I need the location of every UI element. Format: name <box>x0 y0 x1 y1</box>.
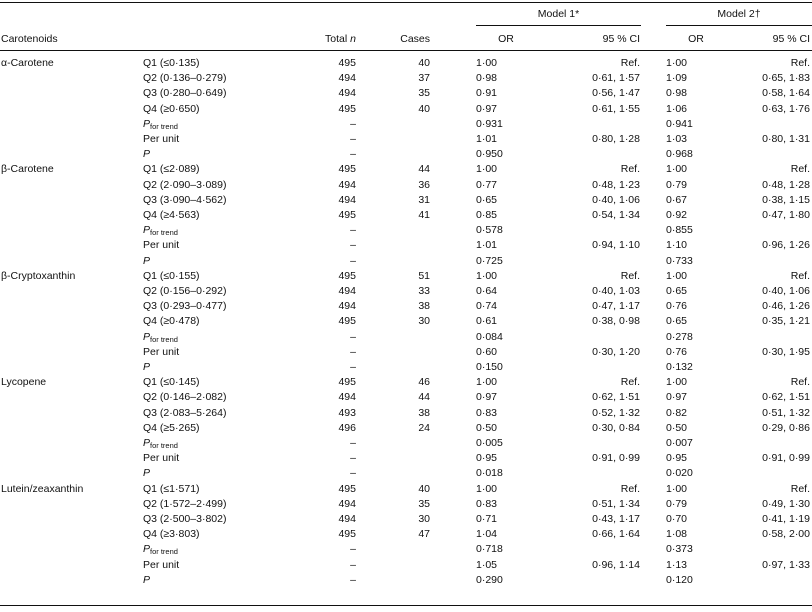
cases-header: Cases <box>400 33 430 45</box>
row-label-text: Q3 (2·083–5·264) <box>143 406 227 419</box>
row-label <box>143 422 200 435</box>
total-cell: 495 <box>338 315 356 328</box>
row-label-text: Q2 (0·136–0·279) <box>143 72 227 85</box>
or1-cell: 0·578 <box>476 224 503 237</box>
row-label <box>143 331 178 344</box>
row-label <box>143 559 179 572</box>
ci1-cell: 0·38, 0·98 <box>592 315 640 328</box>
cases-cell: 33 <box>418 285 430 297</box>
ci1-header: 95 % CI <box>602 33 640 45</box>
or2-cell: 0·007 <box>666 437 693 449</box>
group-name: β-Cryptoxanthin <box>1 269 76 282</box>
row-label-subscript: for trend <box>150 228 178 238</box>
table-top-rule <box>0 2 812 3</box>
ci1-cell: 0·56, 1·47 <box>592 87 640 100</box>
or1-cell: 1·00 <box>476 163 498 176</box>
row-label <box>143 361 150 374</box>
row-label-text: Q4 (≥3·803) <box>143 528 200 541</box>
row-label <box>143 452 179 465</box>
cases-cell: 35 <box>418 87 430 100</box>
row-label-text: P <box>143 361 151 373</box>
cases-cell: 30 <box>418 513 430 525</box>
ci2-cell: Ref. <box>790 482 810 495</box>
ci1-cell: 0·54, 1·34 <box>592 209 640 221</box>
row-label-text: P <box>143 117 151 130</box>
or2-cell: 0·95 <box>666 452 688 465</box>
or1-cell: 0·950 <box>476 148 503 161</box>
or1-cell: 0·74 <box>476 300 498 313</box>
total-cell: – <box>350 133 356 145</box>
or1-cell: 1·00 <box>476 482 498 495</box>
cases-cell: 40 <box>418 102 430 115</box>
or2-cell: 1·00 <box>666 376 688 389</box>
or2-header: OR <box>688 33 704 45</box>
or1-cell: 0·91 <box>476 87 498 100</box>
row-label-text: Q1 (≤1·571) <box>143 482 200 495</box>
total-header <box>290 33 356 46</box>
row-label <box>143 148 150 161</box>
total-cell: – <box>350 224 356 237</box>
row-label-subscript: for trend <box>150 334 178 344</box>
total-cell: 495 <box>338 209 356 221</box>
ci1-cell: 0·30, 0·84 <box>592 421 640 434</box>
row-label-text: P <box>143 543 151 556</box>
ci2-cell: 0·65, 1·83 <box>762 72 810 85</box>
total-cell: – <box>350 117 356 130</box>
row-label-text: Q3 (0·293–0·477) <box>143 300 227 313</box>
or1-cell: 0·97 <box>476 102 498 115</box>
row-label-text: Per unit <box>143 452 180 465</box>
row-label-text: Q2 (0·156–0·292) <box>143 285 227 297</box>
cases-cell: 35 <box>418 497 430 510</box>
total-cell: – <box>350 437 356 449</box>
total-cell: 495 <box>338 57 356 69</box>
total-cell: – <box>350 148 356 161</box>
ci2-cell: 0·35, 1·21 <box>762 315 810 328</box>
ci2-cell: Ref. <box>790 57 810 69</box>
ci2-cell: 0·62, 1·51 <box>762 391 810 404</box>
row-label-text: Q3 (2·500–3·802) <box>143 513 227 525</box>
total-cell: – <box>350 467 356 480</box>
ci2-cell: Ref. <box>790 269 810 282</box>
ci1-cell: 0·66, 1·64 <box>592 528 640 541</box>
row-label-text: Q1 (≤0·135) <box>143 57 200 69</box>
total-cell: 495 <box>338 163 356 176</box>
header-rule <box>0 50 812 51</box>
ci1-cell: Ref. <box>620 269 640 282</box>
cases-cell: 44 <box>418 163 430 176</box>
total-cell: 494 <box>338 285 356 297</box>
cases-cell: 47 <box>418 528 430 541</box>
ci1-cell: 0·47, 1·17 <box>592 300 640 313</box>
total-cell: 494 <box>338 497 356 510</box>
ci2-cell: Ref. <box>790 163 810 176</box>
row-label-text: Q4 (≥0·650) <box>143 102 200 115</box>
ci1-cell: 0·61, 1·57 <box>592 72 640 85</box>
row-label <box>143 300 226 313</box>
cases-cell: 40 <box>418 57 430 69</box>
or1-cell: 0·64 <box>476 285 498 297</box>
row-label-text: P <box>143 148 151 161</box>
row-label <box>143 72 226 85</box>
ci1-cell: Ref. <box>620 376 640 389</box>
total-label: Total <box>325 33 348 45</box>
or2-cell: 1·10 <box>666 239 688 252</box>
ci1-cell: 0·61, 1·55 <box>592 102 640 115</box>
row-label-text: Q1 (≤2·089) <box>143 163 200 176</box>
row-label <box>143 391 226 404</box>
ci2-cell: 0·46, 1·26 <box>762 300 810 313</box>
row-label-text: Q4 (≥0·478) <box>143 315 200 328</box>
or1-cell: 0·95 <box>476 452 498 465</box>
cases-cell: 38 <box>418 300 430 313</box>
or2-cell: 0·941 <box>666 117 693 130</box>
model1-rule <box>476 25 641 26</box>
total-cell: 494 <box>338 87 356 100</box>
ci1-cell: 0·43, 1·17 <box>592 513 640 525</box>
total-cell: 494 <box>338 300 356 313</box>
or1-cell: 0·005 <box>476 437 503 449</box>
ci1-cell: 0·48, 1·23 <box>592 178 640 191</box>
row-label-text: Q1 (≤0·145) <box>143 376 200 389</box>
ci2-cell: 0·96, 1·26 <box>762 239 810 252</box>
ci1-cell: 0·40, 1·03 <box>592 285 640 297</box>
ci1-cell: Ref. <box>620 163 640 176</box>
or1-cell: 1·00 <box>476 269 498 282</box>
or2-cell: 0·50 <box>666 421 688 434</box>
or2-cell: 1·09 <box>666 72 688 85</box>
row-label-text: Per unit <box>143 133 180 145</box>
or2-cell: 0·92 <box>666 209 688 221</box>
ci2-cell: 0·49, 1·30 <box>762 497 810 510</box>
or2-cell: 0·120 <box>666 573 693 586</box>
or1-cell: 0·084 <box>476 330 503 343</box>
ci1-cell: 0·80, 1·28 <box>592 133 640 145</box>
total-cell: 494 <box>338 513 356 525</box>
or2-cell: 0·733 <box>666 254 693 267</box>
ci2-cell: 0·91, 0·99 <box>762 452 810 465</box>
or2-cell: 0·373 <box>666 543 693 556</box>
ci2-cell: 0·51, 1·32 <box>762 406 810 419</box>
row-label-text: Q4 (≥5·265) <box>143 421 200 434</box>
or1-cell: 0·77 <box>476 178 498 191</box>
or1-cell: 0·83 <box>476 406 498 419</box>
total-cell: 494 <box>338 72 356 85</box>
total-cell: 494 <box>338 193 356 206</box>
row-label <box>143 133 179 146</box>
group-name: Lutein/zeaxanthin <box>1 482 84 495</box>
ci1-cell: Ref. <box>620 482 640 495</box>
total-cell: – <box>350 452 356 465</box>
cases-cell: 30 <box>418 315 430 328</box>
total-cell: – <box>350 239 356 252</box>
ci2-header: 95 % CI <box>772 33 810 45</box>
total-cell: – <box>350 345 356 358</box>
group-name: α-Carotene <box>1 57 54 69</box>
row-label <box>143 346 179 359</box>
or2-cell: 1·13 <box>666 558 688 571</box>
model2-header: Model 2† <box>717 8 761 20</box>
table-bottom-rule <box>0 605 812 606</box>
cases-cell: 40 <box>418 482 430 495</box>
cases-cell: 44 <box>418 391 430 404</box>
row-label <box>143 163 200 176</box>
total-cell: – <box>350 330 356 343</box>
row-label-subscript: for trend <box>150 121 178 131</box>
total-cell: 495 <box>338 376 356 389</box>
ci1-cell: 0·96, 1·14 <box>592 558 640 571</box>
ci2-cell: 0·58, 2·00 <box>762 528 810 541</box>
or2-cell: 0·97 <box>666 391 688 404</box>
row-label-text: Q3 (3·090–4·562) <box>143 193 227 206</box>
total-cell: – <box>350 573 356 586</box>
or1-cell: 0·98 <box>476 72 498 85</box>
row-label <box>143 270 200 283</box>
total-cell: 495 <box>338 528 356 541</box>
total-cell: 494 <box>338 178 356 191</box>
row-label <box>143 528 200 541</box>
or1-cell: 0·61 <box>476 315 498 328</box>
row-label <box>143 467 150 480</box>
row-label-text: Q3 (0·280–0·649) <box>143 87 227 100</box>
ci1-cell: 0·52, 1·32 <box>592 406 640 419</box>
ci2-cell: 0·47, 1·80 <box>762 209 810 221</box>
row-label <box>143 543 178 556</box>
or2-cell: 1·08 <box>666 528 688 541</box>
or1-cell: 0·931 <box>476 117 503 130</box>
or2-cell: 1·00 <box>666 163 688 176</box>
or1-cell: 0·718 <box>476 543 503 556</box>
row-label-text: P <box>143 224 151 237</box>
row-label-text: Per unit <box>143 239 180 252</box>
ci2-cell: 0·29, 0·86 <box>762 421 810 434</box>
total-cell: 493 <box>338 406 356 419</box>
or1-cell: 0·83 <box>476 497 498 510</box>
total-cell: 496 <box>338 421 356 434</box>
or1-cell: 1·01 <box>476 133 498 145</box>
row-label-subscript: for trend <box>150 547 178 557</box>
row-label-text: P <box>143 437 151 449</box>
total-cell: 495 <box>338 269 356 282</box>
row-label <box>143 483 200 496</box>
or2-cell: 0·968 <box>666 148 693 161</box>
group-name: Lycopene <box>1 376 47 389</box>
row-label <box>143 315 200 328</box>
ci1-cell: 0·91, 0·99 <box>592 452 640 465</box>
row-label-text: P <box>143 254 151 267</box>
row-label <box>143 239 179 252</box>
or2-cell: 1·03 <box>666 133 688 145</box>
or2-cell: 0·65 <box>666 285 688 297</box>
row-label <box>143 103 200 116</box>
or2-cell: 0·79 <box>666 178 688 191</box>
cases-cell: 38 <box>418 406 430 419</box>
or2-cell: 0·020 <box>666 467 693 480</box>
cases-cell: 31 <box>418 193 430 206</box>
ci2-cell: 0·38, 1·15 <box>762 193 810 206</box>
ci2-cell: 0·48, 1·28 <box>762 178 810 191</box>
ci2-cell: 0·30, 1·95 <box>762 345 810 358</box>
or1-cell: 1·05 <box>476 558 498 571</box>
or2-cell: 0·65 <box>666 315 688 328</box>
or2-cell: 1·00 <box>666 57 688 69</box>
ci2-cell: 0·80, 1·31 <box>762 133 810 145</box>
ci2-cell: 0·40, 1·06 <box>762 285 810 297</box>
row-label-text: Q2 (0·146–2·082) <box>143 391 227 404</box>
or2-cell: 1·00 <box>666 482 688 495</box>
row-label <box>143 407 226 420</box>
row-label <box>143 376 200 389</box>
total-cell: – <box>350 543 356 556</box>
or1-cell: 0·97 <box>476 391 498 404</box>
row-label-text: Q1 (≤0·155) <box>143 269 200 282</box>
ci1-cell: 0·30, 1·20 <box>592 345 640 358</box>
row-label <box>143 285 226 298</box>
ci2-cell: 0·63, 1·76 <box>762 102 810 115</box>
model1-header: Model 1* <box>537 8 580 20</box>
row-label <box>143 87 226 100</box>
cases-cell: 51 <box>418 269 430 282</box>
row-label <box>143 179 226 192</box>
row-label <box>143 57 200 70</box>
total-n-label: n <box>350 33 356 45</box>
row-label-text: Q2 (1·572–2·499) <box>143 497 227 510</box>
ci1-cell: 0·94, 1·10 <box>592 239 640 252</box>
cases-cell: 37 <box>418 72 430 85</box>
ci1-cell: 0·40, 1·06 <box>592 193 640 206</box>
row-label <box>143 498 226 511</box>
row-label-text: Per unit <box>143 558 180 571</box>
row-label <box>143 255 150 268</box>
or2-cell: 0·70 <box>666 513 688 525</box>
or2-cell: 0·76 <box>666 345 688 358</box>
row-label <box>143 194 226 207</box>
or1-cell: 0·71 <box>476 513 498 525</box>
ci2-cell: Ref. <box>790 376 810 389</box>
ci1-cell: 0·62, 1·51 <box>592 391 640 404</box>
or1-cell: 0·65 <box>476 193 498 206</box>
or1-cell: 1·00 <box>476 376 498 389</box>
ci2-cell: 0·58, 1·64 <box>762 87 810 100</box>
row-label-subscript: for trend <box>150 441 178 450</box>
or1-cell: 0·150 <box>476 361 503 373</box>
or1-cell: 1·04 <box>476 528 498 541</box>
or1-cell: 0·60 <box>476 345 498 358</box>
row-label <box>143 118 178 131</box>
ci2-cell: 0·41, 1·19 <box>762 513 810 525</box>
row-label <box>143 437 178 450</box>
or2-cell: 0·278 <box>666 330 693 343</box>
ci2-cell: 0·97, 1·33 <box>762 558 810 571</box>
ci1-cell: 0·51, 1·34 <box>592 497 640 510</box>
carotenoids-header: Carotenoids <box>1 33 58 45</box>
or1-cell: 0·290 <box>476 573 503 586</box>
total-cell: 495 <box>338 102 356 115</box>
row-label-text: Q4 (≥4·563) <box>143 209 200 221</box>
or1-cell: 0·85 <box>476 209 498 221</box>
total-cell: 494 <box>338 391 356 404</box>
cases-cell: 24 <box>418 421 430 434</box>
total-cell: – <box>350 254 356 267</box>
or1-cell: 0·50 <box>476 421 498 434</box>
or2-cell: 1·06 <box>666 102 688 115</box>
ci1-cell: Ref. <box>620 57 640 69</box>
row-label-text: P <box>143 330 151 343</box>
or2-cell: 0·855 <box>666 224 693 237</box>
total-cell: 495 <box>338 482 356 495</box>
or2-cell: 0·98 <box>666 87 688 100</box>
row-label <box>143 209 200 222</box>
or2-cell: 0·76 <box>666 300 688 313</box>
row-label <box>143 224 178 237</box>
total-cell: – <box>350 361 356 373</box>
or1-cell: 0·725 <box>476 254 503 267</box>
total-cell: – <box>350 558 356 571</box>
row-label-text: P <box>143 573 151 586</box>
row-label-text: Q2 (2·090–3·089) <box>143 178 227 191</box>
cases-cell: 46 <box>418 376 430 389</box>
or2-cell: 0·82 <box>666 406 688 419</box>
or1-cell: 0·018 <box>476 467 503 480</box>
cases-cell: 41 <box>418 209 430 221</box>
or2-cell: 0·79 <box>666 497 688 510</box>
or2-cell: 1·00 <box>666 269 688 282</box>
group-name: β-Carotene <box>1 163 54 176</box>
or2-cell: 0·67 <box>666 193 688 206</box>
or1-header: OR <box>498 33 514 45</box>
row-label <box>143 513 226 526</box>
row-label <box>143 574 150 587</box>
or2-cell: 0·132 <box>666 361 693 373</box>
or1-cell: 1·00 <box>476 57 498 69</box>
or1-cell: 1·01 <box>476 239 498 252</box>
model2-rule <box>666 25 812 26</box>
cases-cell: 36 <box>418 178 430 191</box>
row-label-text: P <box>143 467 151 480</box>
row-label-text: Per unit <box>143 345 180 358</box>
